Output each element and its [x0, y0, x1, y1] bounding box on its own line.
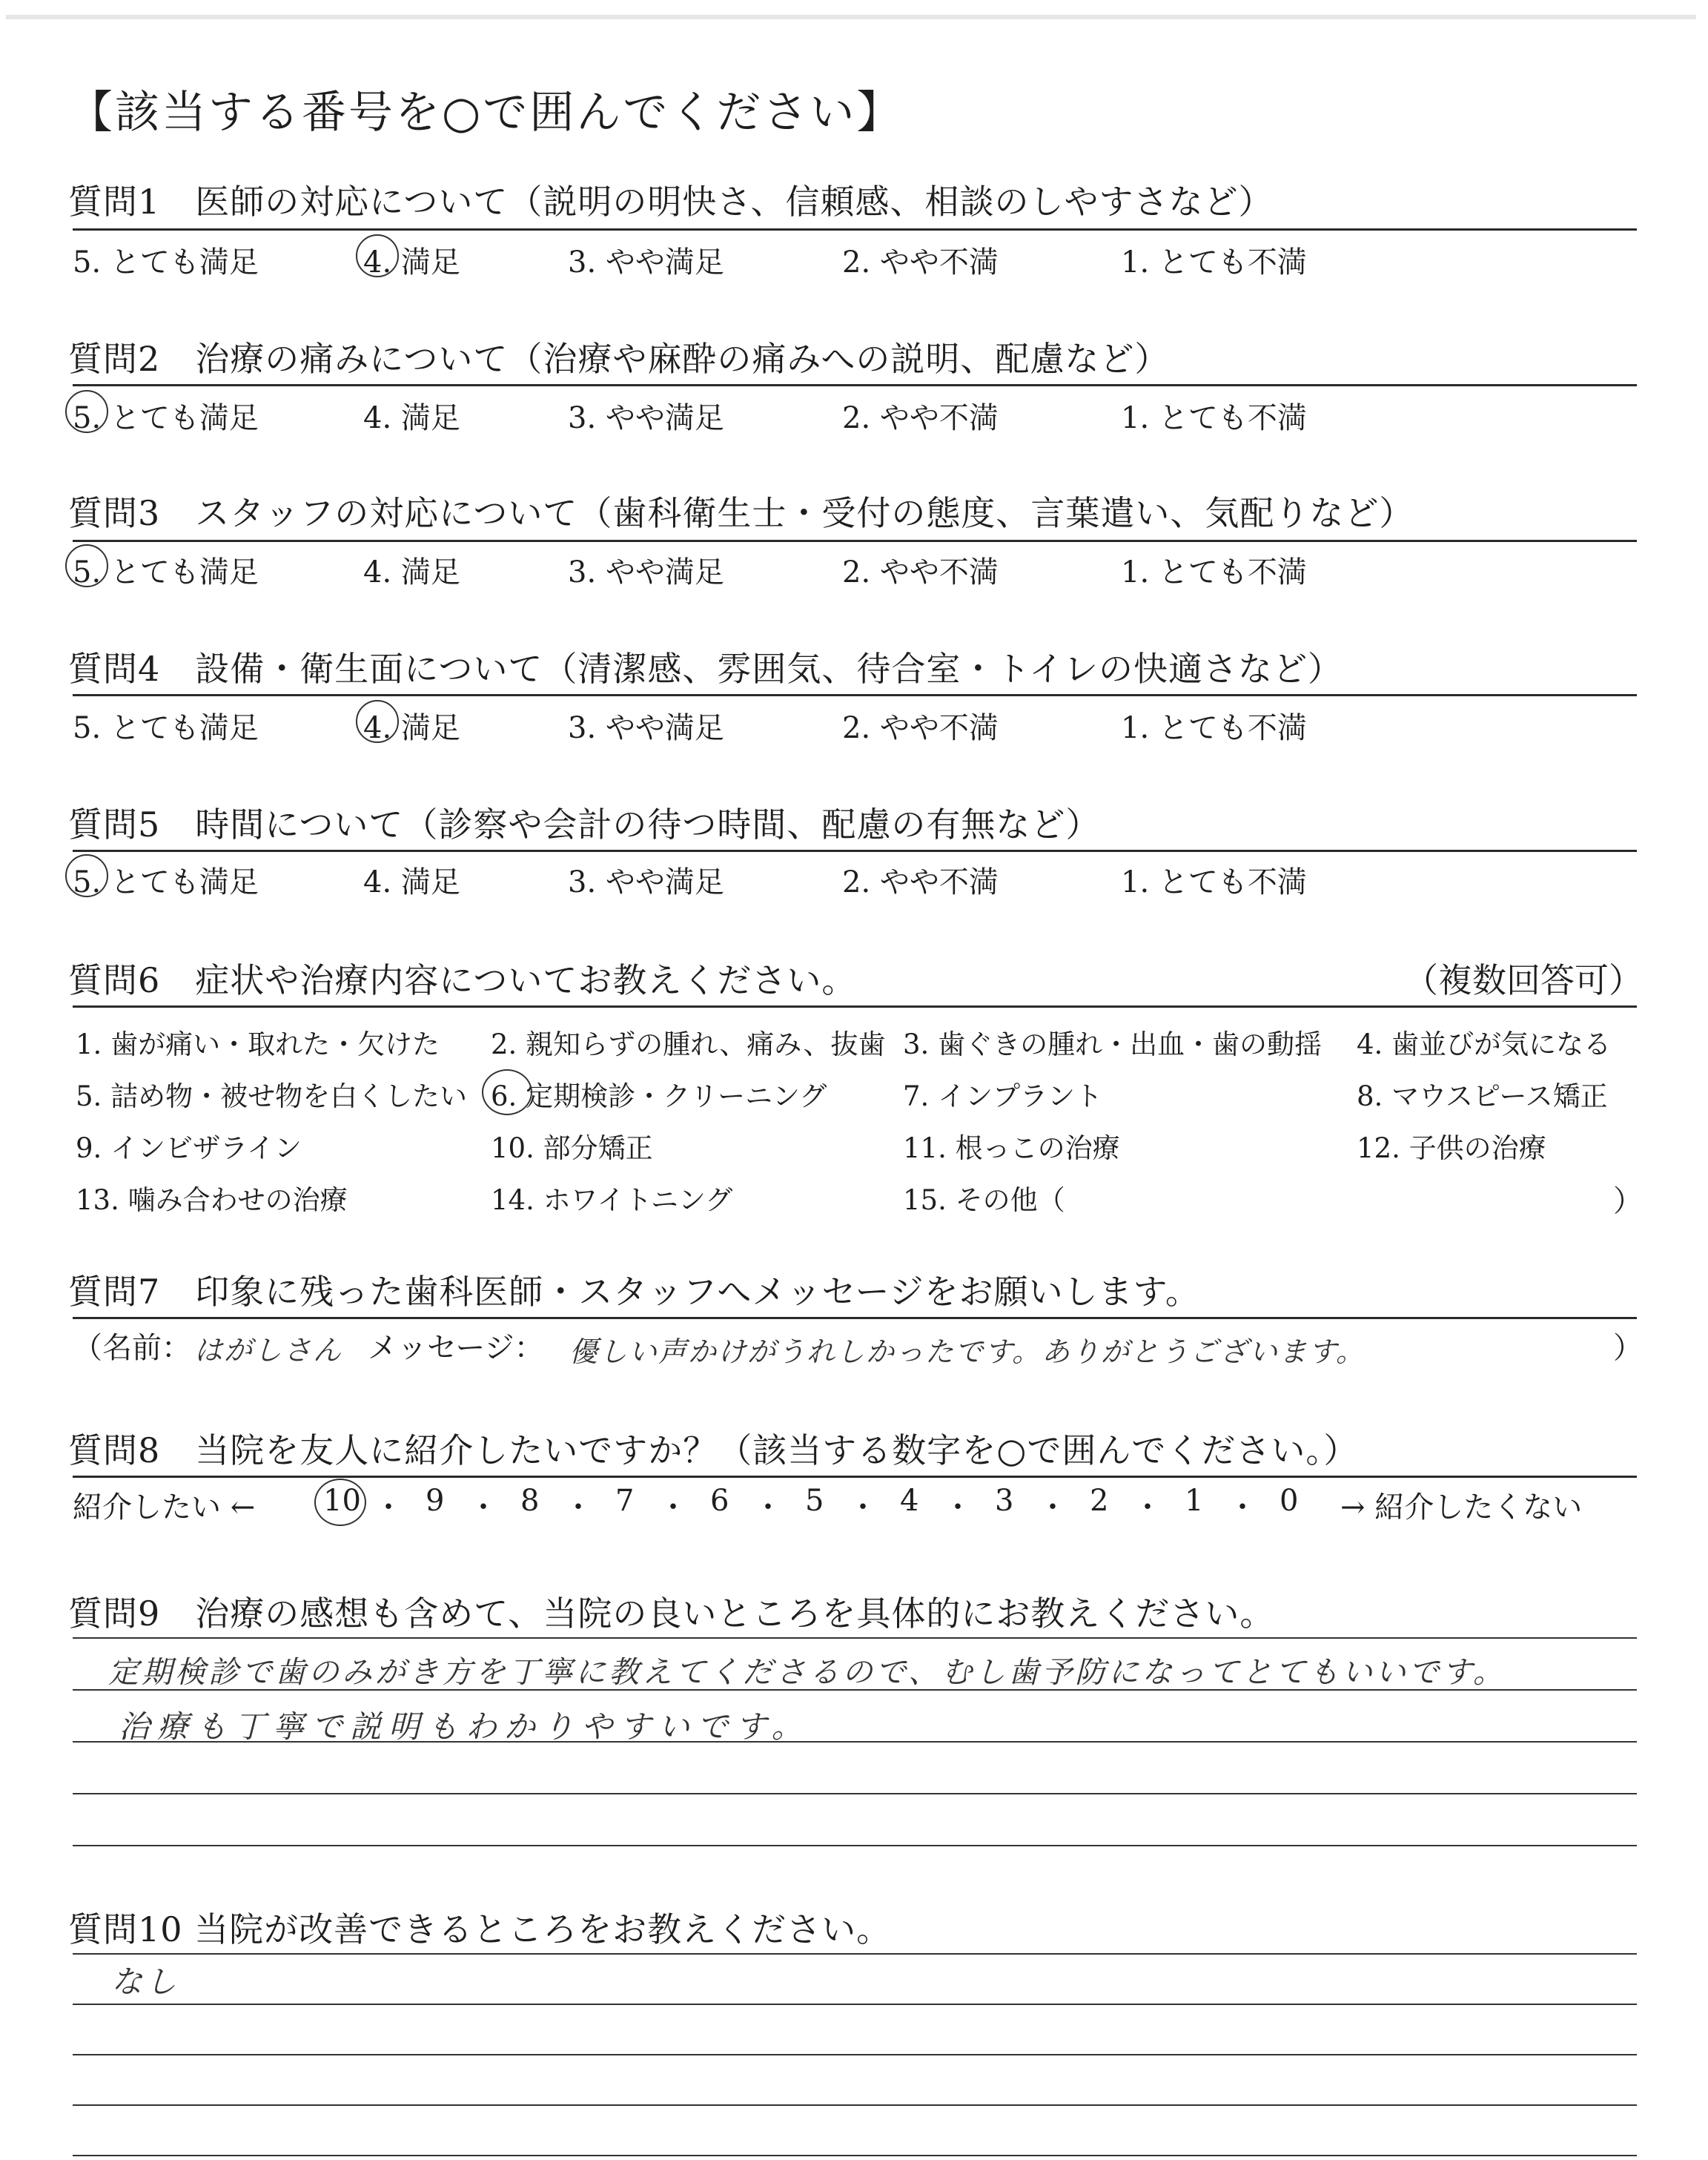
q6-option-7[interactable]: 7. インプラント [903, 1080, 1103, 1112]
q2-rule [73, 384, 1637, 386]
q8-separator-dot: ・ [1228, 1490, 1257, 1525]
q7-name-value: はがしさん [194, 1334, 343, 1367]
q4-option-4[interactable]: 4. 満足 [363, 711, 460, 745]
q2-option-5[interactable]: 5. とても満足 [73, 401, 259, 435]
q1-selection-circle [356, 234, 399, 277]
q10-answer-line [73, 2104, 1637, 2106]
q2-option-3[interactable]: 3. やや満足 [568, 401, 724, 435]
q8-left-label: 紹介したい ← [73, 1490, 256, 1525]
q2-heading: 質問2 治療の痛みについて（治療や麻酔の痛みへの説明、配慮など） [68, 339, 1170, 379]
q6-option-12[interactable]: 12. 子供の治療 [1357, 1132, 1546, 1164]
q8-scale-0[interactable]: 0 [1280, 1484, 1299, 1518]
q8-separator-dot: ・ [1038, 1490, 1068, 1525]
q6-multiple-answers-note: （複数回答可） [1404, 960, 1643, 1000]
q6-option-14[interactable]: 14. ホワイトニング [491, 1184, 733, 1216]
q9-heading: 質問9 治療の感想も含めて、当院の良いところを具体的にお教えください。 [68, 1593, 1275, 1634]
q4-rule [73, 694, 1637, 696]
q8-right-label: → 紹介したくない [1340, 1490, 1583, 1525]
q6-option-5[interactable]: 5. 詰め物・被せ物を白くしたい [76, 1080, 468, 1112]
q3-heading: 質問3 スタッフの対応について（歯科衛生士・受付の態度、言葉遣い、気配りなど） [68, 493, 1414, 533]
q1-option-1[interactable]: 1. とても不満 [1121, 245, 1307, 280]
q8-scale-1[interactable]: 1 [1185, 1484, 1204, 1518]
q2-option-2[interactable]: 2. やや不満 [842, 401, 999, 435]
q1-option-5[interactable]: 5. とても満足 [73, 245, 259, 280]
q1-option-3[interactable]: 3. やや満足 [568, 245, 724, 280]
q2-option-4[interactable]: 4. 満足 [363, 401, 460, 435]
q3-rule [73, 540, 1637, 542]
q8-separator-dot: ・ [563, 1490, 593, 1525]
q8-heading: 質問8 当院を友人に紹介したいですか？（該当する数字を○で囲んでください。） [68, 1430, 1359, 1470]
q5-option-3[interactable]: 3. やや満足 [568, 865, 724, 899]
q6-option-15[interactable]: 15. その他（ [903, 1184, 1065, 1216]
q10-heading: 質問10 当院が改善できるところをお教えください。 [68, 1909, 892, 1949]
q6-option-13[interactable]: 13. 噛み合わせの治療 [76, 1184, 348, 1216]
q3-selection-circle [65, 544, 108, 587]
q3-option-3[interactable]: 3. やや満足 [568, 555, 724, 589]
q9-answer-line [73, 1845, 1637, 1846]
q8-separator-dot: ・ [943, 1490, 973, 1525]
q5-option-1[interactable]: 1. とても不満 [1121, 865, 1307, 899]
q5-option-2[interactable]: 2. やや不満 [842, 865, 999, 899]
q5-selection-circle [65, 854, 108, 897]
q6-option-11[interactable]: 11. 根っこの治療 [903, 1132, 1120, 1164]
q10-answer-line [73, 2155, 1637, 2156]
q1-rule [73, 228, 1637, 231]
q6-option-8[interactable]: 8. マウスピース矯正 [1357, 1080, 1608, 1112]
form-title: 【該当する番号を○で囲んでください】 [68, 87, 904, 139]
q6-option-4[interactable]: 4. 歯並びが気になる [1357, 1028, 1612, 1060]
q4-option-5[interactable]: 5. とても満足 [73, 711, 259, 745]
q7-close-paren: ） [1613, 1331, 1643, 1365]
q1-option-2[interactable]: 2. やや不満 [842, 245, 999, 280]
q6-option-6[interactable]: 6. 定期検診・クリーニング [491, 1080, 827, 1112]
q4-option-2[interactable]: 2. やや不満 [842, 711, 999, 745]
q8-scale-7[interactable]: 7 [615, 1484, 635, 1518]
q3-option-2[interactable]: 2. やや不満 [842, 555, 999, 589]
q6-option-9[interactable]: 9. インビザライン [76, 1132, 302, 1164]
q6-option-1[interactable]: 1. 歯が痛い・取れた・欠けた [76, 1028, 440, 1060]
q3-option-5[interactable]: 5. とても満足 [73, 555, 259, 589]
q9-answer-line [73, 1637, 1637, 1639]
q8-separator-dot: ・ [1133, 1490, 1162, 1525]
q6-rule [73, 1005, 1637, 1008]
q9-answer-text: 治療も丁寧で説明もわかりやすいです。 [119, 1708, 810, 1745]
q5-option-4[interactable]: 4. 満足 [363, 865, 460, 899]
q2-selection-circle [65, 390, 108, 433]
q5-option-5[interactable]: 5. とても満足 [73, 865, 259, 899]
q4-option-1[interactable]: 1. とても不満 [1121, 711, 1307, 745]
q5-rule [73, 850, 1637, 852]
q8-scale-4[interactable]: 4 [900, 1484, 919, 1518]
q10-answer-line [73, 2004, 1637, 2005]
q8-separator-dot: ・ [374, 1490, 403, 1525]
q6-selection-circle [482, 1069, 532, 1115]
q7-name-label: （名前： [73, 1331, 191, 1365]
q7-message-value: 優しい声かけがうれしかったです。ありがとうございます。 [569, 1335, 1366, 1368]
q7-rule [73, 1317, 1637, 1319]
q9-answer-line [73, 1793, 1637, 1794]
q3-option-1[interactable]: 1. とても不満 [1121, 555, 1307, 589]
q10-answer-line [73, 2054, 1637, 2055]
scan-top-edge [6, 15, 1696, 19]
q8-scale-10[interactable]: 10 [323, 1484, 361, 1518]
q2-option-1[interactable]: 1. とても不満 [1121, 401, 1307, 435]
q8-separator-dot: ・ [848, 1490, 878, 1525]
q8-separator-dot: ・ [469, 1490, 498, 1525]
q6-option-10[interactable]: 10. 部分矯正 [491, 1132, 653, 1164]
q7-message-label: メッセージ： [368, 1331, 544, 1365]
q8-separator-dot: ・ [753, 1490, 783, 1525]
q8-selection-circle [314, 1479, 366, 1526]
q7-heading: 質問7 印象に残った歯科医師・スタッフへメッセージをお願いします。 [68, 1272, 1200, 1312]
q5-heading: 質問5 時間について（診察や会計の待つ時間、配慮の有無など） [68, 805, 1101, 845]
q4-heading: 質問4 設備・衛生面について（清潔感、雰囲気、待合室・トイレの快適さなど） [68, 649, 1343, 689]
q1-option-4[interactable]: 4. 満足 [363, 245, 460, 280]
q8-scale-5[interactable]: 5 [805, 1484, 824, 1518]
q8-separator-dot: ・ [658, 1490, 688, 1525]
q6-heading: 質問6 症状や治療内容についてお教えください。 [68, 960, 857, 1000]
q9-answer-text: 定期検診で歯のみがき方を丁寧に教えてくださるので、むし歯予防になってとてもいいです。 [108, 1654, 1506, 1690]
q10-answer-text: なし [111, 1964, 180, 2000]
q4-selection-circle [356, 700, 399, 743]
q4-option-3[interactable]: 3. やや満足 [568, 711, 724, 745]
q6-option-2[interactable]: 2. 親知らずの腫れ、痛み、抜歯 [491, 1028, 886, 1060]
q8-scale-3[interactable]: 3 [995, 1484, 1014, 1518]
q1-heading: 質問1 医師の対応について（説明の明快さ、信頼感、相談のしやすさなど） [68, 182, 1274, 222]
q8-scale-8[interactable]: 8 [520, 1484, 540, 1518]
q8-scale-9[interactable]: 9 [426, 1484, 445, 1518]
q10-answer-line [73, 1953, 1637, 1955]
q6-option-3[interactable]: 3. 歯ぐきの腫れ・出血・歯の動揺 [903, 1028, 1323, 1060]
q8-scale-2[interactable]: 2 [1090, 1484, 1109, 1518]
q6-other-close-paren: ） [1613, 1184, 1643, 1218]
q8-rule [73, 1476, 1637, 1478]
q8-scale-6[interactable]: 6 [710, 1484, 729, 1518]
q3-option-4[interactable]: 4. 満足 [363, 555, 460, 589]
